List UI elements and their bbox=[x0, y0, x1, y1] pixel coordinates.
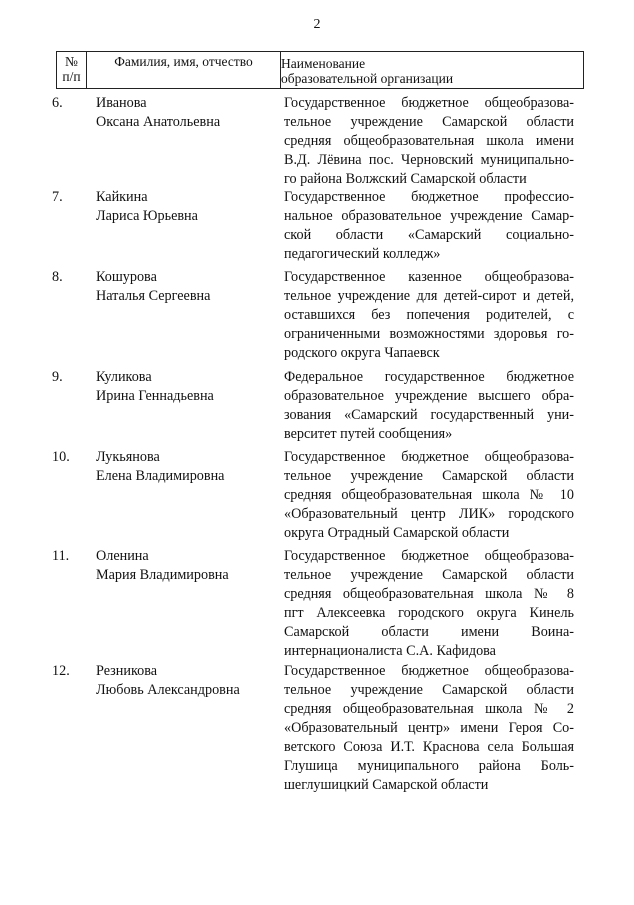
organization-line: педагогический колледж» bbox=[284, 246, 441, 262]
row-number: 10. bbox=[52, 449, 70, 465]
organization-line: тельное учреждение Самарской области bbox=[284, 468, 574, 484]
person-surname: Кошурова bbox=[96, 269, 157, 285]
organization-line: «Образовательный центр» имени Героя Со- bbox=[284, 720, 574, 736]
organization-line: В.Д. Лёвина пос. Черновский муниципально- bbox=[284, 152, 574, 168]
organization-line: средняя общеобразовательная школа № 2 bbox=[284, 701, 574, 717]
person-name bbox=[96, 94, 276, 132]
organization-line: Государственное бюджетное общеобразова- bbox=[284, 449, 574, 465]
row-number: 9. bbox=[52, 369, 63, 385]
person-given-names: Наталья Сергеевна bbox=[96, 288, 211, 304]
organization-name bbox=[284, 662, 574, 795]
organization-line: Государственное бюджетное профессио- bbox=[284, 189, 574, 205]
row-number: 7. bbox=[52, 189, 63, 205]
person-name bbox=[96, 368, 276, 406]
organization-line: средняя общеобразовательная школа № 10 bbox=[284, 487, 574, 503]
person-name bbox=[96, 662, 276, 700]
person-surname: Оленина bbox=[96, 548, 149, 564]
organization-line: округа Отрадный Самарской области bbox=[284, 525, 510, 541]
organization-line: нальное образовательное учреждение Самар- bbox=[284, 208, 574, 224]
organization-line: образовательное учреждение высшего обра- bbox=[284, 388, 574, 404]
organization-line: оставшихся без попечения родителей, с bbox=[284, 307, 574, 323]
person-surname: Куликова bbox=[96, 369, 152, 385]
organization-line: верситет путей сообщения» bbox=[284, 426, 453, 442]
organization-line: тельное учреждение для детей-сирот и детей, bbox=[284, 288, 574, 304]
row-number: 6. bbox=[52, 95, 63, 111]
person-given-names: Елена Владимировна bbox=[96, 468, 225, 484]
person-name bbox=[96, 448, 276, 486]
organization-name bbox=[284, 188, 574, 264]
person-given-names: Мария Владимировна bbox=[96, 567, 229, 583]
header-name-label: Фамилия, имя, отчество bbox=[114, 54, 253, 69]
person-surname: Кайкина bbox=[96, 189, 148, 205]
organization-line: Федеральное государственное бюджетное bbox=[284, 369, 574, 385]
header-name-column bbox=[87, 52, 281, 88]
organization-name bbox=[284, 368, 574, 444]
organization-line: зования «Самарский государственный уни- bbox=[284, 407, 574, 423]
organization-line: пгт Алексеевка городского округа Кинель bbox=[284, 605, 574, 621]
header-organization-line-1: Наименование bbox=[281, 56, 366, 71]
row-number: 12. bbox=[52, 663, 70, 679]
organization-line: тельное учреждение Самарской области bbox=[284, 567, 574, 583]
person-given-names: Оксана Анатольевна bbox=[96, 114, 221, 130]
header-organization-column bbox=[281, 52, 583, 88]
organization-name bbox=[284, 547, 574, 661]
person-surname: Иванова bbox=[96, 95, 147, 111]
person-given-names: Лариса Юрьевна bbox=[96, 208, 198, 224]
organization-line: интернационалиста С.А. Кафидова bbox=[284, 643, 496, 659]
organization-line: «Образовательный центр ЛИК» городского bbox=[284, 506, 574, 522]
organization-line: ской области «Самарский социально- bbox=[284, 227, 574, 243]
header-number-column bbox=[57, 52, 87, 88]
organization-line: го района Волжский Самарской области bbox=[284, 171, 527, 187]
row-number: 8. bbox=[52, 269, 63, 285]
organization-line: шеглушицкий Самарской области bbox=[284, 777, 489, 793]
organization-line: Глушица муниципального района Боль- bbox=[284, 758, 574, 774]
organization-line: ограниченными возможностями здоровья го- bbox=[284, 326, 574, 342]
organization-name bbox=[284, 448, 574, 543]
row-number: 11. bbox=[52, 548, 70, 564]
organization-line: Государственное бюджетное общеобразова- bbox=[284, 548, 574, 564]
person-given-names: Ирина Геннадьевна bbox=[96, 388, 214, 404]
header-organization-line-2: образовательной организации bbox=[281, 71, 454, 86]
person-name bbox=[96, 547, 276, 585]
person-name bbox=[96, 188, 276, 226]
person-given-names: Любовь Александровна bbox=[96, 682, 240, 698]
organization-line: родского округа Чапаевск bbox=[284, 345, 440, 361]
person-name bbox=[96, 268, 276, 306]
header-number-line-2: п/п bbox=[62, 69, 81, 84]
organization-line: тельное учреждение Самарской области bbox=[284, 114, 574, 130]
organization-line: средняя общеобразовательная школа № 8 bbox=[284, 586, 574, 602]
organization-line: тельное учреждение Самарской области bbox=[284, 682, 574, 698]
organization-line: Самарской области имени Воина- bbox=[284, 624, 574, 640]
header-number-line-1: № bbox=[65, 54, 78, 69]
person-surname: Резникова bbox=[96, 663, 158, 679]
page-number: 2 bbox=[313, 17, 321, 32]
organization-line: ветского Союза И.Т. Краснова села Большая bbox=[284, 739, 574, 755]
table-header bbox=[56, 51, 584, 89]
person-surname: Лукьянова bbox=[96, 449, 160, 465]
organization-line: Государственное бюджетное общеобразова- bbox=[284, 95, 574, 111]
organization-line: Государственное казенное общеобразова- bbox=[284, 269, 574, 285]
organization-name bbox=[284, 268, 574, 363]
organization-name bbox=[284, 94, 574, 189]
organization-line: Государственное бюджетное общеобразова- bbox=[284, 663, 574, 679]
organization-line: средняя общеобразовательная школа имени bbox=[284, 133, 574, 149]
